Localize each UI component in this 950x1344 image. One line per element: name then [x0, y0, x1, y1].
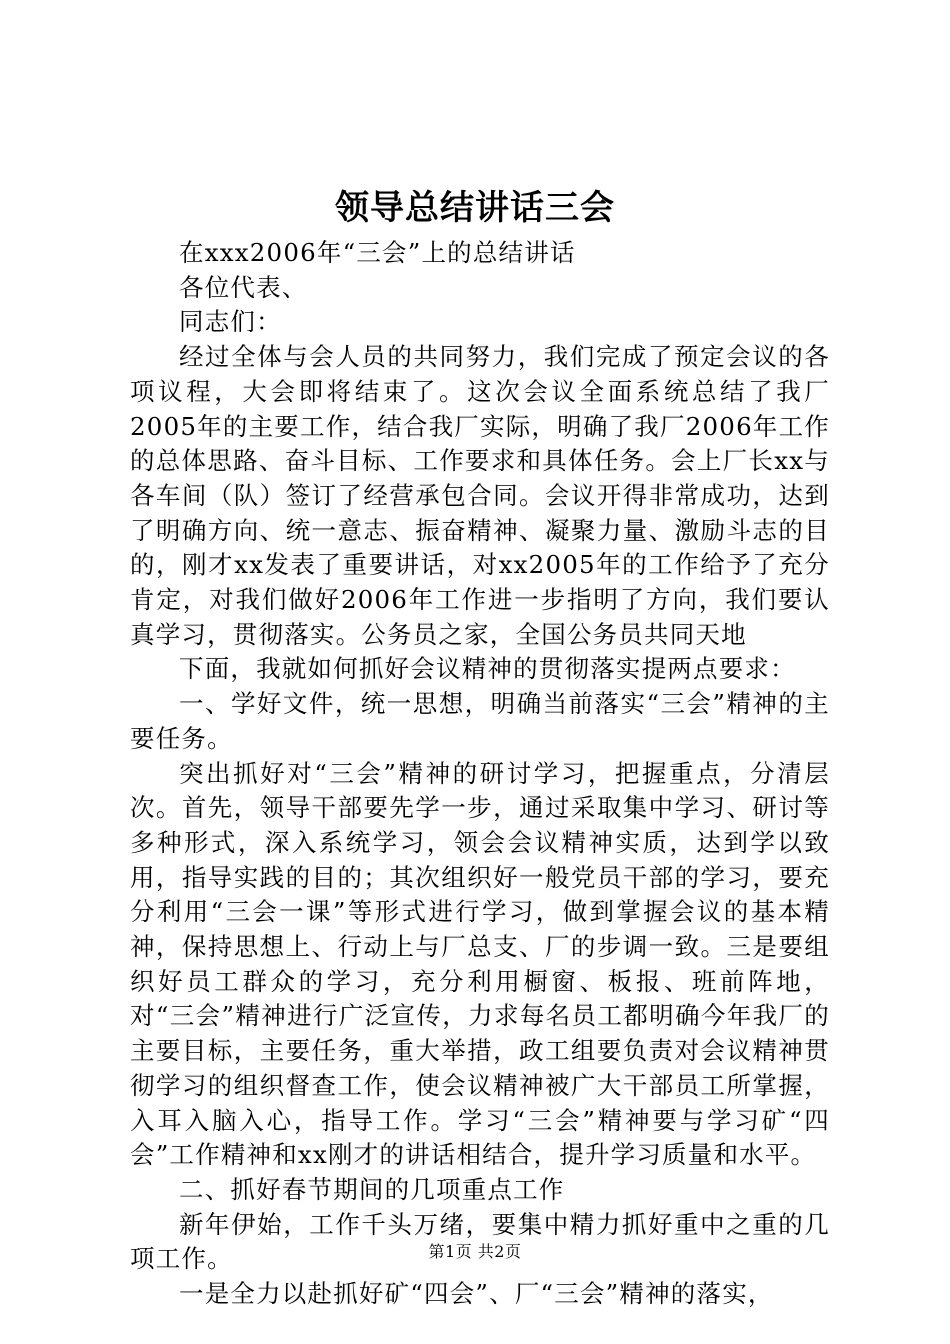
- paragraph-meeting-summary: 经过全体与会人员的共同努力，我们完成了预定会议的各项议程，大会即将结束了。这次会议全面系统总结了我厂2005年的主要工作，结合我厂实际，明确了我厂2006年工作的总体思路、奋斗目标、工作要求和具体任务。会上厂长xx与各车间（队）签订了经营承包合同。会议开得非常成功，达到了明确方向、统一意志、振奋精神、凝聚力量、激励斗志的目的，刚才xx发表了重要讲话，对xx2005年的工作给予了充分肯定，对我们做好2006年工作进一步指明了方向，我们要认真学习，贯彻落实。公务员之家，全国公务员共同天地: [130, 342, 830, 649]
- paragraph-requirements-intro: 下面，我就如何抓好会议精神的贯彻落实提两点要求：: [179, 654, 796, 684]
- section-heading-one: 一、学好文件，统一思想，明确当前落实“三会”精神的主要任务。: [130, 689, 830, 753]
- page-number-footer: 第1页 共2页: [428, 1242, 522, 1261]
- paragraph-study-spirit: 突出抓好对“三会”精神的研讨学习，把握重点，分清层次。首先，领导干部要先学一步，通过采取集中学习、研讨等多种形式，深入系统学习，领会会议精神实质，达到学以致用，指导实践的目的；其次组织好一般党员干部的学习，要充分利用“三会一课”等形式进行学习，做到掌握会议的基本精神，保持思想上、行动上与厂总支、厂的步调一致。三是要组织好员工群众的学习，充分利用橱窗、板报、班前阵地，对“三会”精神进行广泛宣传，力求每名员工都明确今年我厂的主要目标，主要任务，重大举措，政工组要负责对会议精神贯彻学习的组织督查工作，使会议精神被广大干部员工所掌握，入耳入脑入心，指导工作。学习“三会”精神要与学习矿“四会”工作精神和xx刚才的讲话相结合，提升学习质量和水平。: [130, 758, 830, 1170]
- paragraph-new-year: 新年伊始，工作千头万绪，要集中精力抓好重中之重的几项工作。: [130, 1209, 830, 1274]
- document-title: 领导总结讲话三会: [335, 188, 615, 228]
- salutation-representatives: 各位代表、: [179, 272, 308, 302]
- salutation-comrades: 同志们：: [179, 307, 282, 337]
- section-heading-two: 二、抓好春节期间的几项重点工作: [179, 1174, 565, 1204]
- speech-heading: 在xxx2006年“三会”上的总结讲话: [179, 238, 576, 267]
- document-body: [130, 236, 830, 1312]
- paragraph-point-one: 一是全力以赴抓好矿“四会”、厂“三会”精神的落实，: [179, 1279, 774, 1309]
